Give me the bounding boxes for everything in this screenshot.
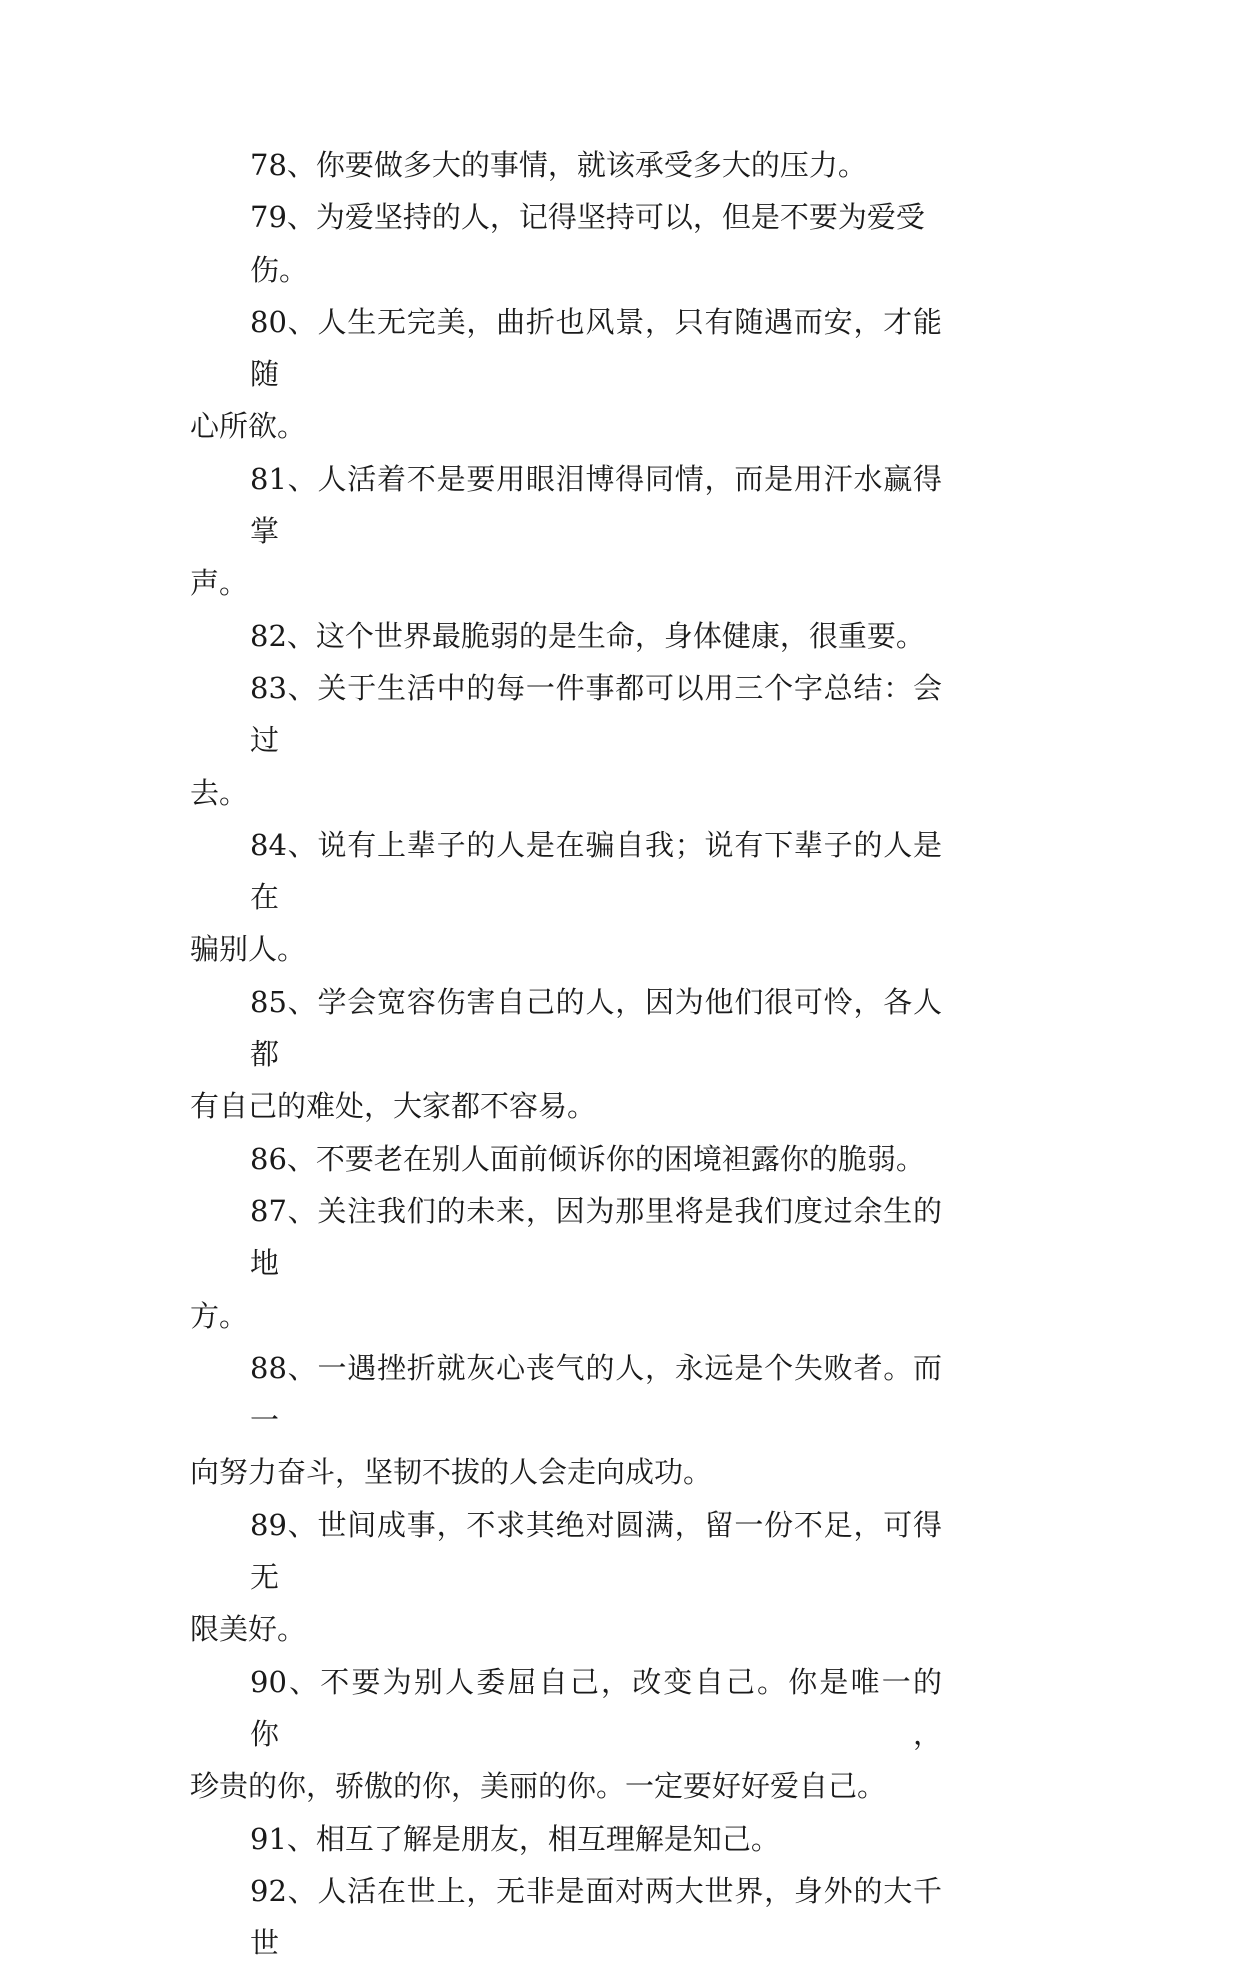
- quote-paragraph: [190, 1342, 942, 1499]
- quote-paragraph: [190, 453, 942, 610]
- quote-line: 91、相互了解是朋友，相互理解是知己。: [250, 1821, 780, 1856]
- quote-line: 90、不要为别人委屈自己，改变自己。你是唯一的你，: [250, 1664, 942, 1751]
- quote-continuation-line: 声。: [190, 566, 249, 601]
- quote-paragraph: [190, 1813, 942, 1865]
- quote-continuation-line: 限美好。: [190, 1612, 307, 1647]
- quote-continuation-line: 心所欲。: [190, 409, 307, 444]
- quote-continuation-line: 珍贵的你，骄傲的你，美丽的你。一定要好好爱自己。: [190, 1769, 887, 1804]
- quote-continuation-line: 有自己的难处，大家都不容易。: [190, 1089, 597, 1124]
- document-page: [190, 139, 942, 1969]
- quote-continuation-line: 骗别人。: [190, 932, 307, 967]
- quote-paragraph: [190, 819, 942, 976]
- quote-continuation-line: 向努力奋斗，坚韧不拔的人会走向成功。: [190, 1455, 713, 1490]
- quote-paragraph: [190, 296, 942, 453]
- quote-line: 89、世间成事，不求其绝对圆满，留一份不足，可得无: [250, 1507, 942, 1595]
- quote-line: 86、不要老在别人面前倾诉你的困境袒露你的脆弱。: [250, 1141, 925, 1176]
- quote-paragraph: [190, 1133, 942, 1185]
- quote-line: 78、你要做多大的事情，就该承受多大的压力。: [250, 148, 867, 182]
- quote-line: 82、这个世界最脆弱的是生命，身体健康，很重要。: [250, 618, 925, 653]
- quote-paragraph: [190, 1865, 942, 1969]
- quote-paragraph: [190, 191, 942, 296]
- quote-paragraph: [190, 1656, 942, 1813]
- quote-line: 80、人生无完美，曲折也风景，只有随遇而安，才能随: [250, 304, 942, 392]
- quote-paragraph: [190, 610, 942, 662]
- quote-continuation-line: 去。: [190, 775, 249, 810]
- quote-paragraph: [190, 1185, 942, 1342]
- quote-paragraph: [190, 662, 942, 819]
- quote-paragraph: [190, 1499, 942, 1656]
- quote-paragraph: [190, 139, 942, 191]
- quote-line: 92、人活在世上，无非是面对两大世界，身外的大千世: [250, 1873, 942, 1961]
- quote-line: 88、一遇挫折就灰心丧气的人，永远是个失败者。而一: [250, 1350, 942, 1438]
- quote-line: 87、关注我们的未来，因为那里将是我们度过余生的地: [250, 1193, 942, 1281]
- quote-line: 83、关于生活中的每一件事都可以用三个字总结：会过: [250, 670, 942, 758]
- quote-line: 81、人活着不是要用眼泪博得同情，而是用汗水赢得掌: [250, 461, 942, 549]
- quote-paragraph: [190, 976, 942, 1133]
- quote-continuation-line: 方。: [190, 1298, 249, 1333]
- quote-line: 79、为爱坚持的人，记得坚持可以，但是不要为爱受伤。: [250, 200, 925, 287]
- quote-line: 84、说有上辈子的人是在骗自我；说有下辈子的人是在: [250, 827, 942, 915]
- quote-line: 85、学会宽容伤害自己的人，因为他们很可怜，各人都: [250, 984, 942, 1072]
